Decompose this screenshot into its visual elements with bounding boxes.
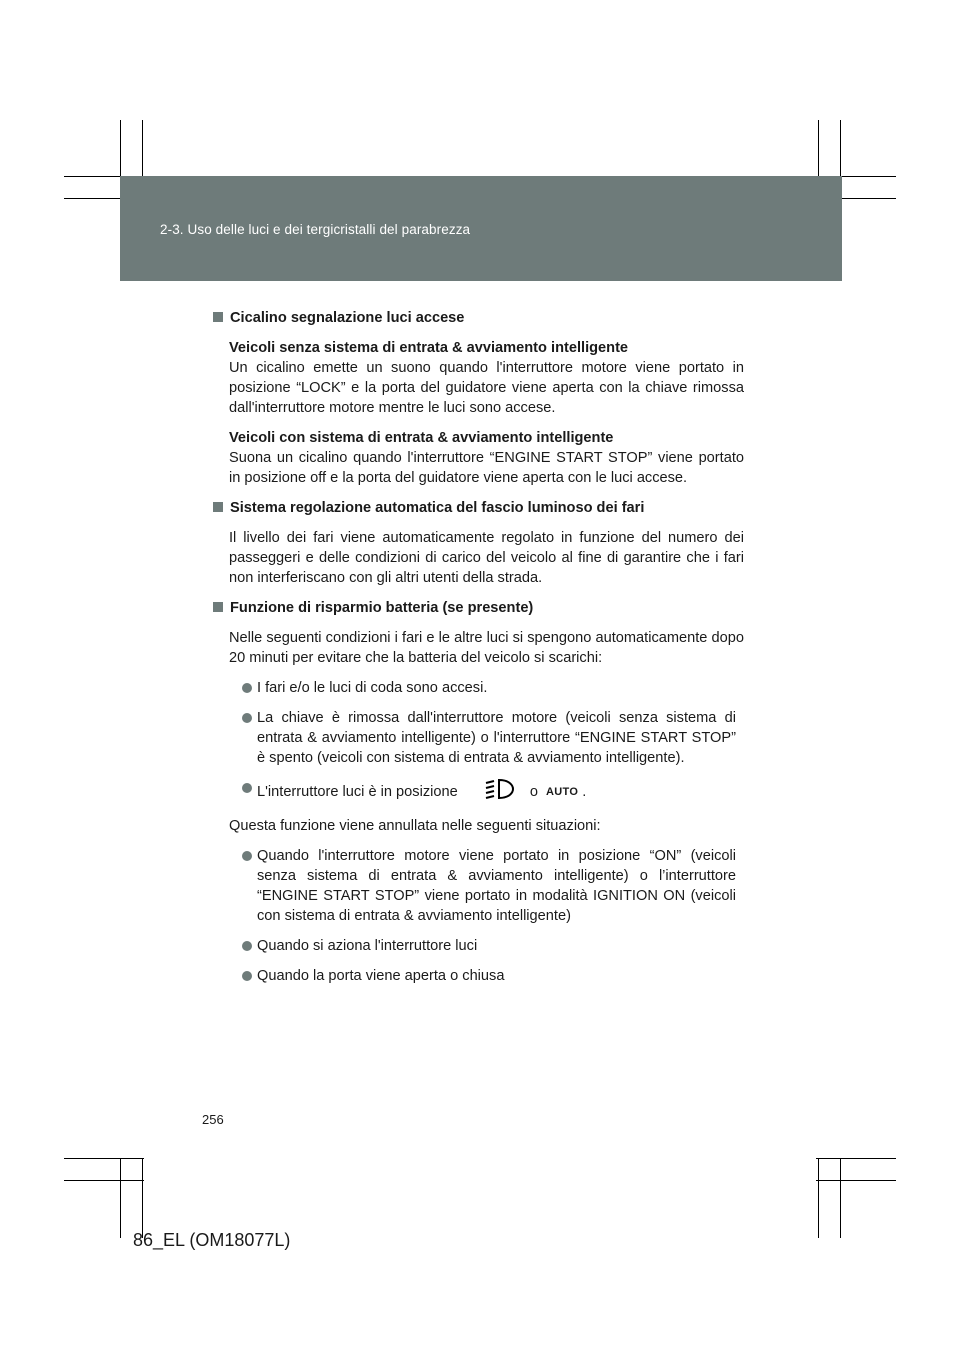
crop-mark [840,1158,841,1238]
page-content [212,308,744,996]
crop-mark [818,1158,819,1238]
manual-code: 86_EL (OM18077L) [133,1230,291,1250]
list-item: Quando l'interruttore motore viene portato in posizione “ON” (veicoli senza sistema di entrata & avviamento intelligente) o l’interruttore “ENGINE START STOP” viene portato in modalità IGNITION ON (veicoli con sistema di entrata & avviamento intelligente) [229,846,744,926]
round-bullet-icon [242,783,252,793]
crop-mark [816,1158,896,1159]
square-bullet-icon [213,502,223,512]
section-header-band [120,176,842,281]
square-bullet-icon [213,602,223,612]
auto-icon: AUTO [546,786,579,798]
round-bullet-icon [242,683,252,693]
list-item: L'interruttore luci è in posizione o AUTO . [229,778,744,806]
section-title: 2-3. Uso delle luci e dei tergicristalli del parabrezza [160,222,471,237]
paragraph: Suona un cicalino quando l'interruttore “ENGINE START STOP” viene portato in posizione off e la porta del guidatore viene aperta con le luci accese. [229,450,744,486]
crop-mark [120,1158,121,1238]
paragraph: Questa funzione viene annullata nelle seguenti situazioni: [229,818,601,834]
round-bullet-icon [242,971,252,981]
list-item: Quando la porta viene aperta o chiusa [229,966,744,986]
paragraph: Nelle seguenti condizioni i fari e le altre luci si spengono automaticamente dopo 20 minuti per evitare che la batteria del veicolo si scarichi: [229,630,744,666]
section-heading-buzzer: Cicalino segnalazione luci accese [212,308,744,328]
subheading-with-smart-entry: Veicoli con sistema di entrata & avviamento intelligente [229,430,614,446]
crop-mark [64,1180,144,1181]
square-bullet-icon [213,312,223,322]
headlight-icon [484,778,516,806]
list-item: Quando si aziona l'interruttore luci [229,936,744,956]
round-bullet-icon [242,713,252,723]
crop-mark [64,1158,144,1159]
round-bullet-icon [242,941,252,951]
page-number: 256 [202,1112,224,1127]
subheading-without-smart-entry: Veicoli senza sistema di entrata & avviamento intelligente [229,340,629,356]
paragraph: Il livello dei fari viene automaticamente regolato in funzione del numero dei passeggeri e delle condizioni di carico del veicolo al fine di garantire che i fari non interferiscano con gli altri utenti della strada. [229,530,744,586]
list-item: La chiave è rimossa dall'interruttore motore (veicoli senza sistema di entrata & avviamento intelligente) o l'interruttore “ENGINE START STOP” è spento (veicoli con sistema di entrata & avviamento intelligente). [229,708,744,768]
crop-mark [816,1180,896,1181]
paragraph: Un cicalino emette un suono quando l'interruttore motore viene portato in posizione “LOCK” e la porta del guidatore viene aperta con la chiave rimossa dall'interruttore motore mentre le luci sono accese. [229,360,744,416]
section-heading-battery-saver: Funzione di risparmio batteria (se presente) [212,598,744,618]
section-heading-leveling: Sistema regolazione automatica del fascio luminoso dei fari [212,498,744,518]
round-bullet-icon [242,851,252,861]
list-item: I fari e/o le luci di coda sono accesi. [229,678,744,698]
crop-mark [142,1158,143,1238]
